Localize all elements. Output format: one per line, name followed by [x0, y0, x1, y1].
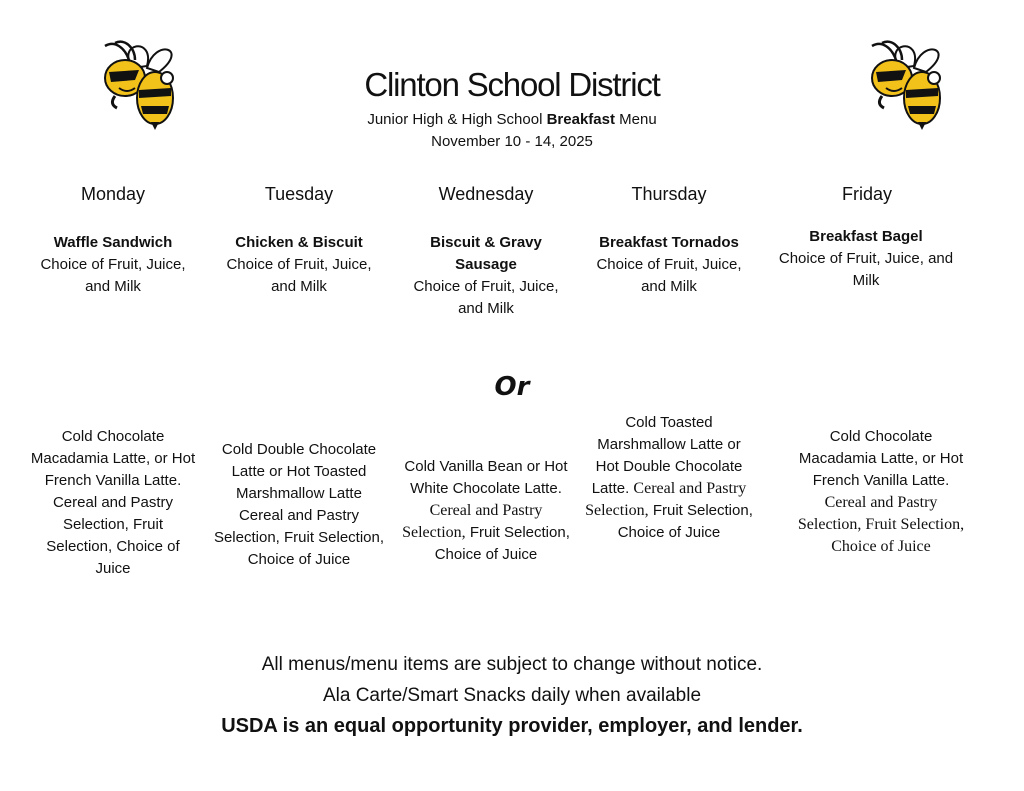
- main-entree-monday: [28, 232, 198, 298]
- dish-name: Breakfast Bagel: [809, 228, 923, 245]
- footer-ala-carte: Ala Carte/Smart Snacks daily when available: [322, 685, 702, 706]
- alt-option-friday: Cold Chocolate Macadamia Latte, or Hot French Vanilla Latte. Cereal and Pastry Selection, Fruit Selection, Choice of Juice: [797, 428, 965, 555]
- dish-sides: Choice of Fruit, Juice, and Milk: [226, 256, 372, 295]
- main-entree-friday: [766, 226, 966, 292]
- menu-dates: November 10 - 14, 2025: [431, 133, 593, 150]
- dish-name: Breakfast Tornados: [599, 234, 739, 251]
- dish-name: Biscuit & Gravy Sausage: [430, 234, 542, 273]
- alt-option-monday: Cold Chocolate Macadamia Latte, or Hot French Vanilla Latte. Cereal and Pastry Selection, Fruit Selection, Choice of Juice: [30, 428, 196, 577]
- dish-name: Chicken & Biscuit: [235, 234, 363, 251]
- footer-usda-statement: USDA is an equal opportunity provider, employer, and lender.: [221, 715, 803, 737]
- day-friday: Friday: [841, 184, 892, 204]
- alt-option-wednesday: Cold Vanilla Bean or Hot White Chocolate Latte. Cereal and Pastry Selection, Fruit Selection, Choice of Juice: [402, 458, 570, 563]
- dish-name: Waffle Sandwich: [53, 234, 173, 251]
- or-separator: Or: [494, 372, 530, 402]
- dish-sides: Choice of Fruit, Juice, and Milk: [596, 256, 742, 295]
- dish-sides: Choice of Fruit, Juice, and Milk: [40, 256, 186, 295]
- day-tuesday: Tuesday: [264, 184, 334, 204]
- main-entree-wednesday: [401, 232, 571, 320]
- page-title: Clinton School District: [364, 66, 660, 103]
- alt-option-thursday: Cold Toasted Marshmallow Latte or Hot Double Chocolate Latte. Cereal and Pastry Selection, Fruit Selection, Choice of Juice: [585, 414, 753, 541]
- day-monday: Monday: [80, 184, 146, 204]
- dish-sides: Choice of Fruit, Juice, and Milk: [413, 278, 559, 317]
- footer-disclaimer: All menus/menu items are subject to change without notice.: [261, 654, 763, 675]
- day-thursday: Thursday: [631, 184, 707, 204]
- main-entree-tuesday: [214, 232, 384, 298]
- dish-sides: Choice of Fruit, Juice, and Milk: [778, 250, 954, 289]
- main-entree-thursday: [584, 232, 754, 298]
- day-wednesday: Wednesday: [438, 184, 534, 204]
- menu-subtitle: Junior High & High School Breakfast Menu: [367, 111, 657, 128]
- alt-option-tuesday: Cold Double Chocolate Latte or Hot Toasted Marshmallow Latte Cereal and Pastry Selection, Fruit Selection, Choice of Juice: [213, 441, 385, 568]
